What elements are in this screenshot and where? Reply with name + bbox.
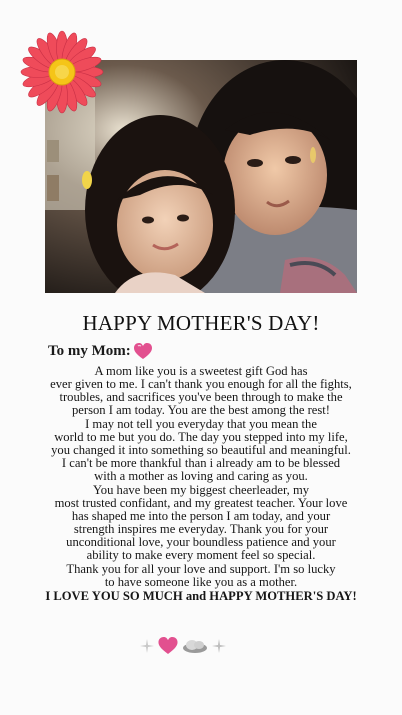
message-line: has shaped me into the person I am today, and your xyxy=(71,509,331,523)
message-line: you changed it into something so beautiful and meaningful. xyxy=(51,443,351,457)
heart-icon xyxy=(158,637,178,659)
closing-text: I LOVE YOU SO MUCH and HAPPY MOTHER'S DAY! xyxy=(45,589,357,603)
message-line: to have someone like you as a mother. xyxy=(104,575,298,589)
sparkle-icon xyxy=(212,639,226,657)
emoji-sticker-row xyxy=(140,636,270,660)
message-line: with a mother as loving and caring as you. xyxy=(94,469,308,483)
message-line: unconditional love, your boundless patience and your xyxy=(66,535,336,549)
message-line: ability to make every moment feel so special. xyxy=(86,548,316,562)
message-line: strength inspires me everyday. Thank you for your xyxy=(73,522,329,536)
cloud-icon xyxy=(182,638,208,658)
heart-icon xyxy=(134,343,152,360)
message-line: You have been my biggest cheerleader, my xyxy=(92,483,310,497)
sparkle-icon xyxy=(140,639,154,657)
message-line: person I am today. You are the best among the rest! xyxy=(72,403,330,417)
greeting-label: To my Mom: xyxy=(48,343,131,359)
paragraph-3 xyxy=(26,484,376,562)
message-body xyxy=(26,365,376,604)
message-line: I can't be more thankful than i already am to be blessed xyxy=(61,456,341,470)
paragraph-4 xyxy=(26,563,376,589)
greeting xyxy=(48,343,152,360)
closing-line xyxy=(26,590,376,603)
paragraph-2 xyxy=(26,418,376,483)
message-line: ever given to me. I can't thank you enough for all the fights, xyxy=(50,377,352,391)
message-line: Thank you for all your love and support. I'm so lucky xyxy=(66,562,336,576)
message-line: world to me but you do. The day you stepped into my life, xyxy=(54,430,348,444)
message-line: I may not tell you everyday that you mean the xyxy=(85,417,317,431)
paragraph-1 xyxy=(26,365,376,417)
message-line: most trusted confidant, and my greatest teacher. Your love xyxy=(54,496,348,510)
flower-sticker xyxy=(20,30,104,114)
page-title: HAPPY MOTHER'S DAY! xyxy=(82,311,320,335)
message-line: troubles, and sacrifices you've been through to make the xyxy=(59,390,343,404)
message-line: A mom like you is a sweetest gift God has xyxy=(94,364,308,378)
